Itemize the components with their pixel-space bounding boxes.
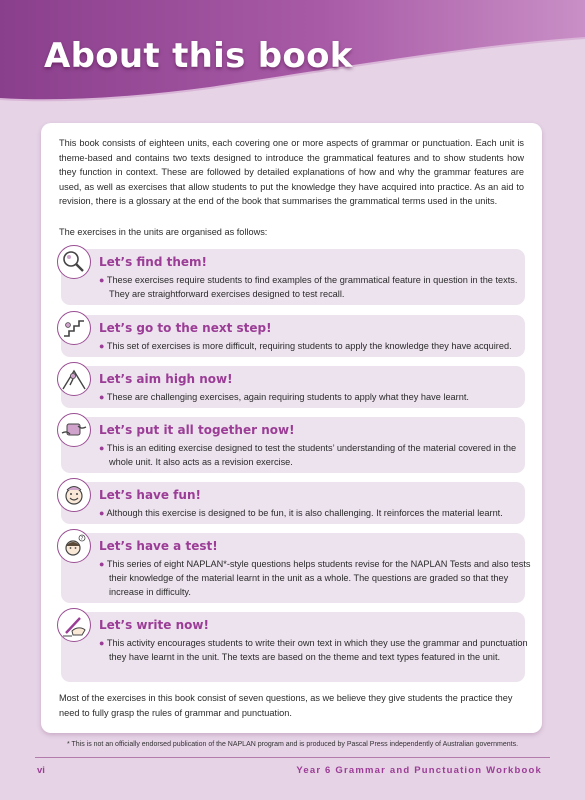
bullet-icon: ●: [99, 392, 105, 402]
bullet-icon: ●: [99, 341, 105, 351]
exercise-description: ● This set of exercises is more difficult, requiring students to apply the knowledge they have acquired.: [99, 341, 512, 351]
exercise-description: ● This is an editing exercise designed to test the students’ understanding of the material covered in the whole unit. It also acts as a revision exercise.: [99, 443, 517, 467]
bullet-icon: ●: [99, 275, 105, 285]
thinking-student-icon: [57, 529, 91, 563]
exercise-description: ● These are challenging exercises, again requiring students to apply what they have learnt.: [99, 392, 469, 402]
bullet-icon: ●: [99, 559, 105, 569]
bullet-icon: ●: [99, 638, 105, 648]
exercise-title: Let’s have fun!: [99, 488, 201, 502]
header-banner: [0, 0, 585, 110]
exercise-box-have-test: [61, 533, 531, 603]
content-card: [41, 123, 542, 733]
exercise-description: ● Although this exercise is designed to be fun, it is also challenging. It reinforces the material learnt.: [99, 508, 503, 518]
exercise-box-have-fun: [61, 482, 525, 524]
exercise-box-aim-high: [61, 366, 525, 408]
magnifying-glass-icon: [57, 245, 91, 279]
exercise-title: Let’s find them!: [99, 255, 207, 269]
bullet-icon: ●: [99, 443, 105, 453]
footer-divider: [35, 757, 550, 758]
exercise-box-next-step: [61, 315, 525, 357]
writing-hand-icon: [57, 608, 91, 642]
exercise-title: Let’s have a test!: [99, 539, 218, 553]
exercises-lead: The exercises in the units are organised as follows:: [59, 227, 268, 237]
exercise-description: ● This series of eight NAPLAN*-style questions helps students revise for the NAPLAN Tests and also tests their knowledge of the material learnt in the unit as a whole. The questions are graded so that they increase in difficulty.: [99, 559, 531, 597]
steps-icon: [57, 311, 91, 345]
exercise-box-put-together: [61, 417, 525, 473]
closing-paragraph: Most of the exercises in this book consist of seven questions, as we believe they give students the practice they need to fully grasp the rules of grammar and punctuation.: [59, 693, 513, 718]
page-title: About this book: [44, 36, 353, 76]
exercise-box-find-them: [61, 249, 525, 305]
running-footer-title: Year 6 Grammar and Punctuation Workbook: [296, 765, 542, 776]
bullet-icon: ●: [99, 508, 105, 518]
exercise-description: ● This activity encourages students to write their own text in which they use the grammar and punctuation they have learnt in the unit. The texts are based on the theme and text types featured in the unit.: [99, 638, 528, 662]
intro-paragraph: This book consists of eighteen units, each covering one or more aspects of grammar or punctuation. Each unit is theme-based and contains two texts designed to introduce the grammatical features and to show students how they function in context. These are followed by detailed explanations of how and why the grammar features are used, as well as exercises that allow students to put the knowledge they have acquired into practice. As an aid to revision, there is a glossary at the end of the book that summarises the grammatical terms used in the units.: [59, 138, 524, 206]
footnote: * This is not an officially endorsed publication of the NAPLAN program and is produced by Pascal Press independently of Australian governments.: [66, 741, 519, 748]
exercise-title: Let’s write now!: [99, 618, 209, 632]
puzzle-hands-icon: [57, 413, 91, 447]
happy-face-icon: [57, 478, 91, 512]
climber-icon: [57, 362, 91, 396]
exercise-title: Let’s aim high now!: [99, 372, 233, 386]
page-number: vi: [37, 765, 45, 776]
exercise-box-write-now: [61, 612, 528, 682]
exercise-title: Let’s put it all together now!: [99, 423, 295, 437]
exercise-description: ● These exercises require students to find examples of the grammatical feature in question in the texts. They are straightforward exercises designed to test recall.: [99, 275, 518, 299]
exercise-title: Let’s go to the next step!: [99, 321, 272, 335]
svg-text:?: ?: [80, 536, 84, 542]
